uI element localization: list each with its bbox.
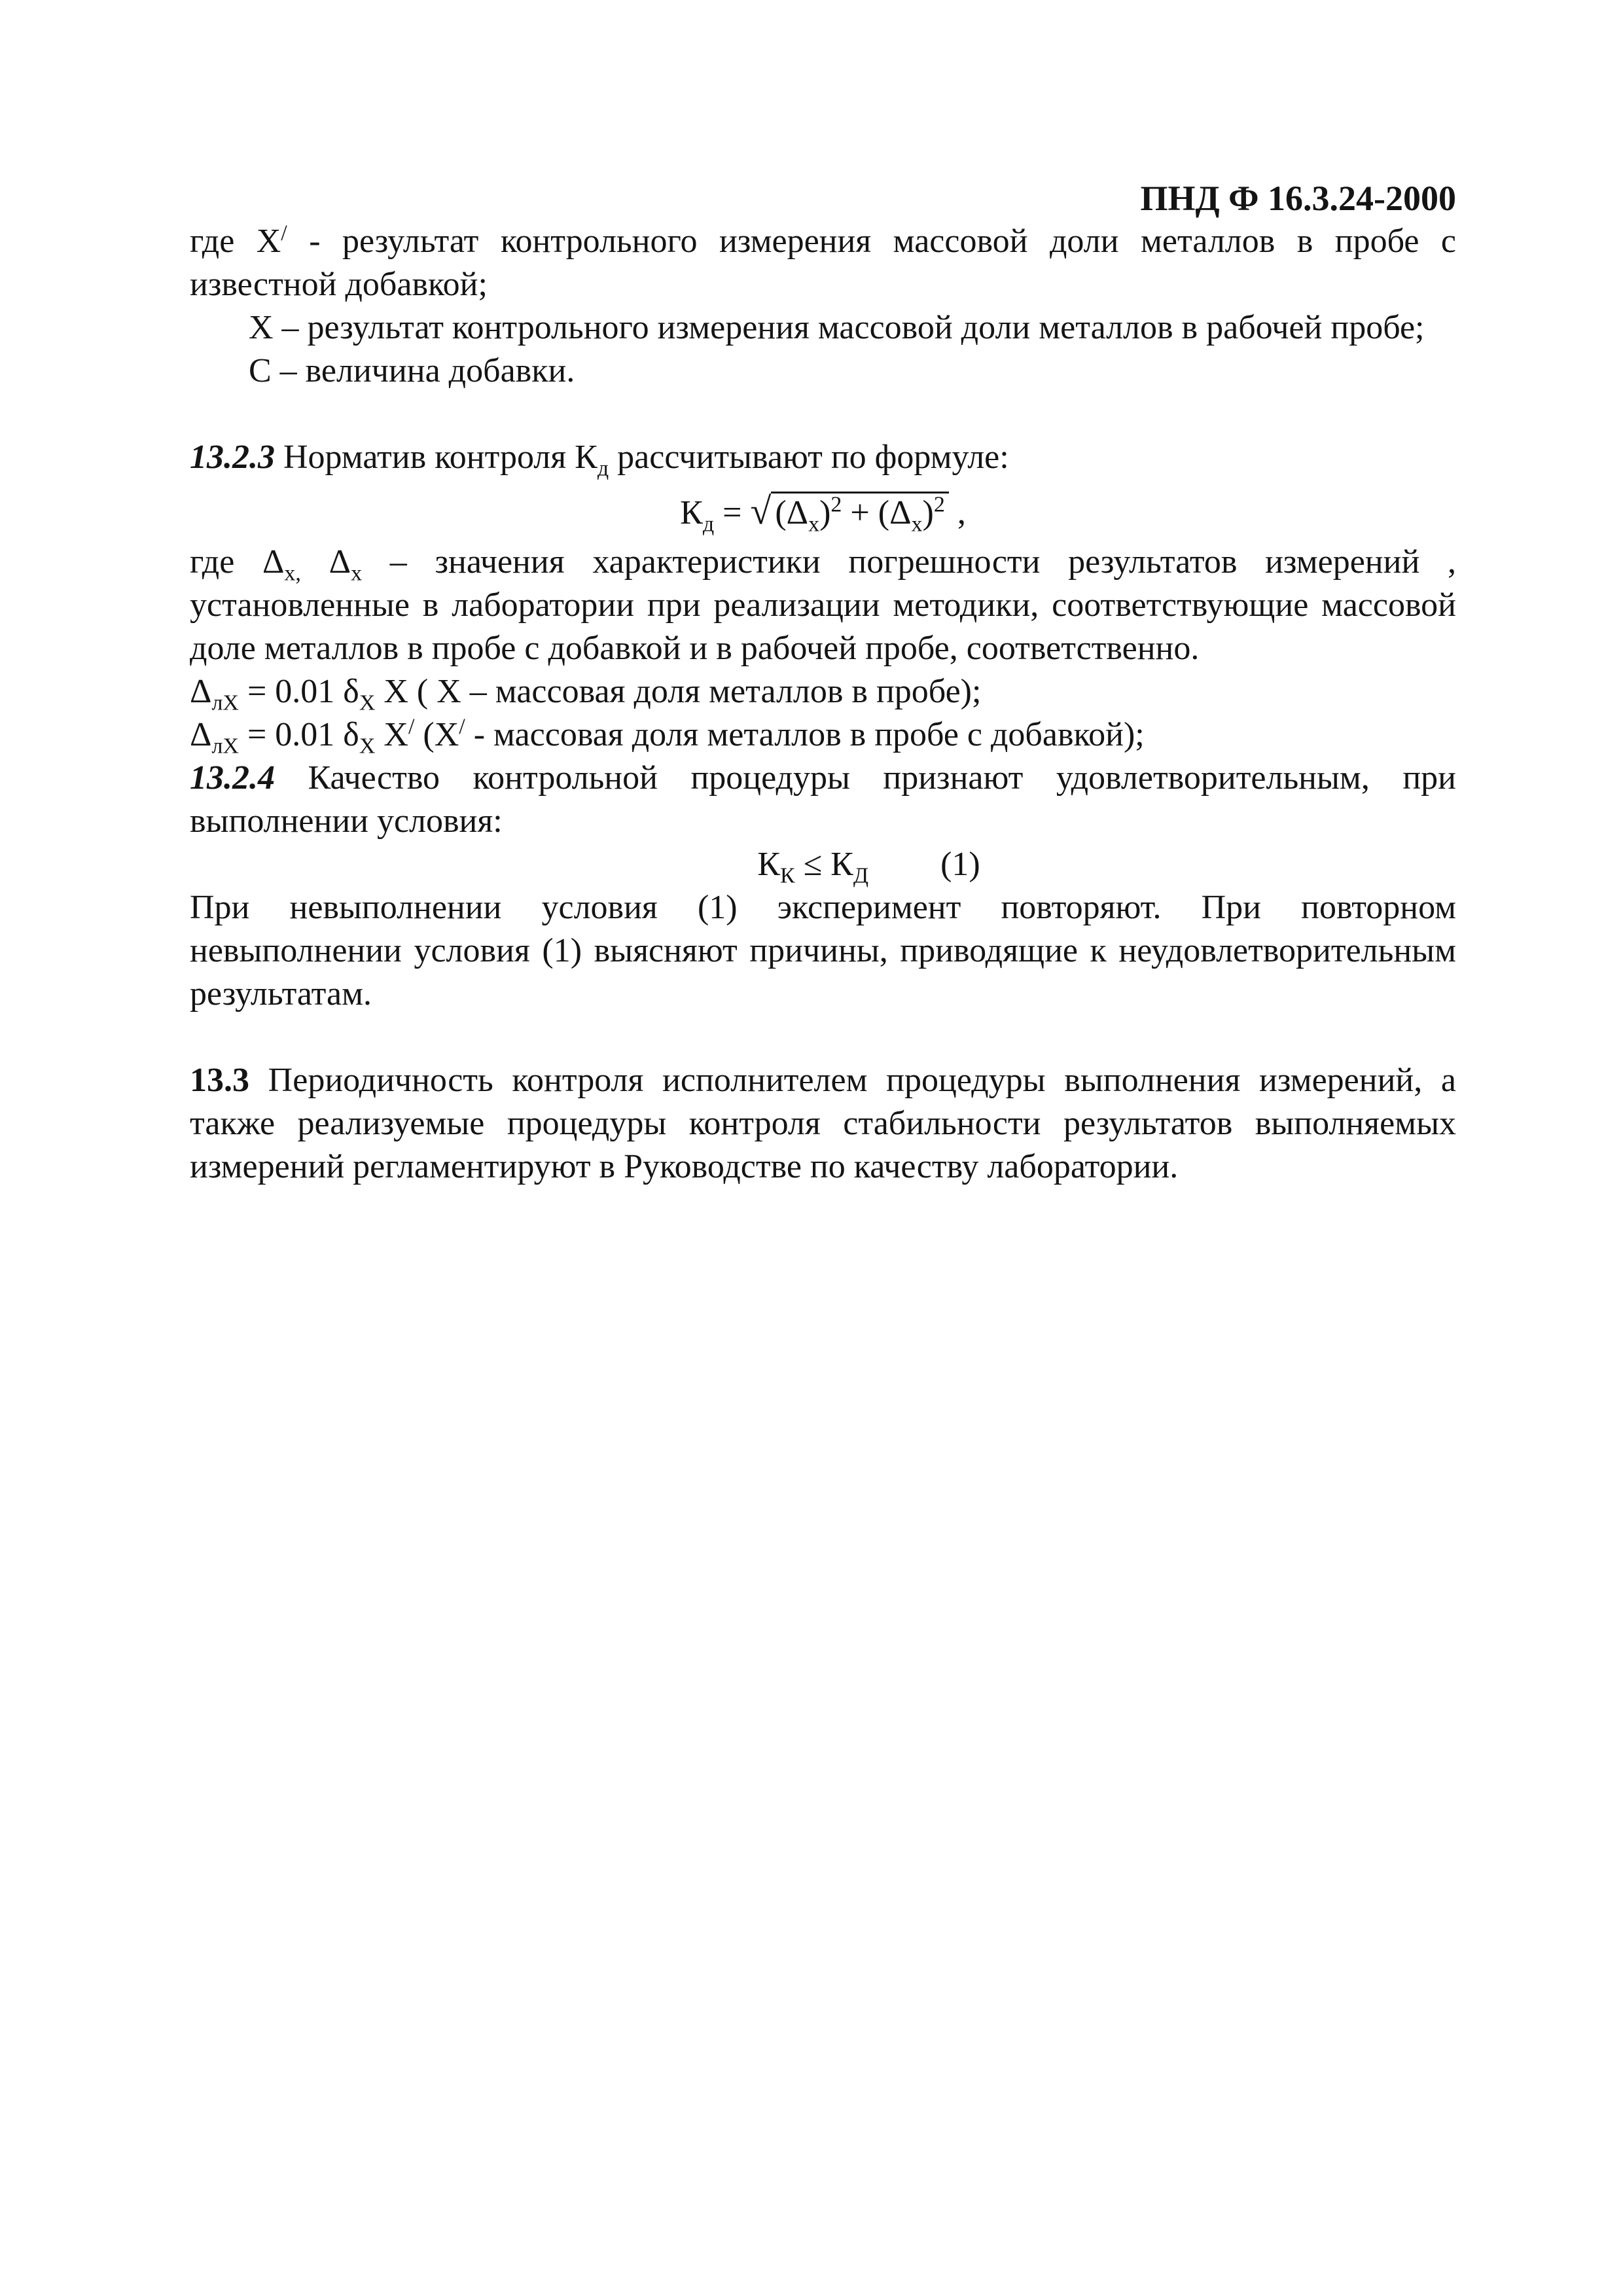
square-root: √ $(\Delta_x)^2 + (\Delta_x)^2$	[750, 486, 948, 539]
section-13-2-4: 13.2.4 Качество контрольной процедуры признают удовлетворительным, при выполнении условия:	[190, 759, 1456, 840]
section-13-2-3: 13.2.3 Норматив контроля $К_д$ рассчитывают по формуле:	[190, 439, 1009, 481]
section-number: 13.3	[190, 1062, 249, 1099]
delta-formula-1: $\Delta_{лX} = 0.01$ $\delta_X$ X ( X – массовая доля металлов в пробе);	[190, 673, 982, 715]
section-13-3: 13.3 Периодичность контроля исполнителем процедуры выполнения измерений, а также реализуемые процедуры контроля стабильности результатов выполняемых измерений регламентируют в Руководстве по качеству лаборатории.	[190, 1062, 1456, 1185]
section-number: 13.2.4	[190, 759, 275, 797]
paragraph-where-x-prime: где X/ - результат контрольного измерения массовой доли металлов в пробе с известной добавкой;	[190, 221, 1456, 303]
formula-kd: $К_д$ = √ $(\Delta_x)^2 + (\Delta_x)^2$ ,	[190, 486, 1456, 537]
document-code: ПНД Ф 16.3.24-2000	[1140, 179, 1456, 218]
paragraph-where-delta: где $\Delta_{x,}$ $\Delta_x$ – значения характеристики погрешности результатов измерений , установленные в лаборатории при реализации методики, соответствующие массовой доле металлов в пробе с добавкой и в рабочей пробе, соответственно.	[190, 543, 1456, 667]
paragraph-c-definition: C – величина добавки.	[249, 352, 575, 389]
equation-number: (1)	[940, 846, 980, 883]
section-number: 13.2.3	[190, 439, 275, 476]
paragraph-failure: При невыполнении условия (1) эксперимент повторяют. При повторном невыполнении условия (1) выясняют причины, приводящие к неудовлетворительным результатам.	[190, 889, 1456, 1013]
page-body	[190, 177, 1456, 1189]
condition-formula: $К_К \le К_Д$ (1)	[190, 843, 1456, 886]
delta-formula-2: $\Delta_{лX} = 0.01$ $\delta_X$ X/ (X/ - массовая доля металлов в пробе с добавкой);	[190, 714, 1145, 759]
radicand: $(\Delta_x)^2 + (\Delta_x)^2$	[771, 492, 949, 533]
paragraph-x-definition: X – результат контрольного измерения массовой доли металлов в рабочей пробе;	[249, 309, 1425, 346]
